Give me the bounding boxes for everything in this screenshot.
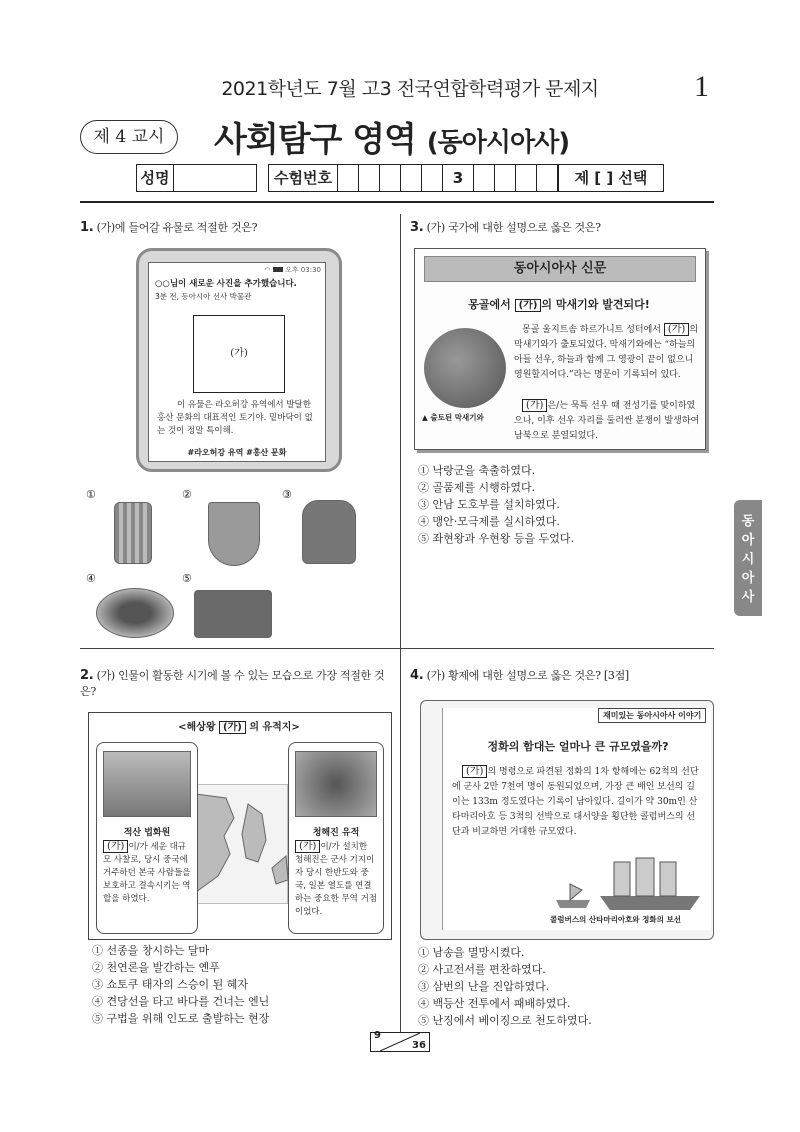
story-body-text: 의 명령으로 파견된 정화의 1차 항해에는 62척의 선단에 군사 2만 7천여 명이 동원되었으며, 가장 큰 배인 보선의 길이는 133m 정도였다는 기록이 남아있다. 길이가 약 30m인 산타마리아호 등 3척의 선박으로 대서양을 횡단한 콜럼버스의 선단과 비교하면 거대한 규모였다.	[452, 767, 699, 837]
story-title: 정화의 함대는 얼마나 큰 규모였을까?	[487, 740, 669, 753]
exam-number-field	[268, 164, 558, 192]
body-1-pre: 몽골 울지트솜 하르가니트 성터에서	[522, 325, 661, 335]
selection-label: 제 [ ] 선택	[574, 169, 648, 187]
q2-choice-1[interactable]: ① 선종을 창시하는 달마	[92, 944, 210, 957]
temple-photo	[103, 751, 191, 817]
q1-stem	[80, 220, 390, 236]
korea-china-map	[196, 784, 288, 904]
choice-1-marker[interactable]: ①	[86, 488, 96, 501]
left-site-text: 이/가 세운 대규모 사찰로, 당시 중국에 거주하던 본국 사람들을 보호하고 결속시키는 역할을 하였다.	[103, 842, 191, 904]
row-divider	[80, 648, 714, 649]
treasure-ship-hull	[600, 896, 700, 910]
story-body	[452, 764, 700, 840]
q4-choice-1[interactable]: ① 남송을 멸망시켰다.	[418, 946, 525, 959]
pottery-cylinder-image	[114, 502, 152, 564]
right-site-box: (가)	[295, 840, 320, 853]
body-2-box: (가)	[522, 399, 547, 412]
right-site-desc	[295, 840, 377, 919]
digit-box	[537, 165, 557, 191]
footer-page: 9	[374, 1030, 381, 1041]
story-body-box: (가)	[462, 765, 487, 778]
news-body-1	[514, 322, 700, 383]
bronze-vessel-image	[194, 590, 272, 638]
photo-caption: ▲ 출토된 막새기와	[422, 413, 484, 422]
digit-box	[422, 165, 443, 191]
digit-box-fixed: 3	[443, 165, 474, 191]
choice-4-marker[interactable]: ④	[86, 572, 96, 585]
ship-caption: 콜럼버스의 산타마리아호와 정화의 보선	[550, 915, 681, 924]
footer-total: 36	[412, 1040, 426, 1051]
status-time: 오후 03:30	[285, 266, 321, 274]
digit-box	[495, 165, 516, 191]
q3-choice-5[interactable]: ⑤ 좌현왕과 우현왕 등을 두었다.	[418, 532, 574, 545]
battery-icon	[273, 267, 283, 272]
right-site-card	[288, 742, 384, 934]
digit-box	[338, 165, 359, 191]
q3-stem	[410, 220, 710, 236]
status-bar	[264, 265, 321, 275]
choice-2-marker[interactable]: ②	[182, 488, 192, 501]
treasure-ship-sail	[614, 862, 630, 896]
side-tab-label: 동아시아사	[741, 514, 755, 605]
exam-number-label: 수험번호	[269, 165, 338, 191]
left-site-card	[96, 742, 198, 934]
selection-field	[558, 164, 664, 192]
q2-choice-2[interactable]: ② 천연론을 발간하는 옌푸	[92, 961, 220, 974]
q3-number: 3.	[410, 220, 424, 235]
post-caption: 이 유물은 라오허강 유역에서 발달한 홍산 문화의 대표적인 토기야. 밑바닥이 없는 것이 정말 특이해.	[157, 400, 313, 436]
photo-label: (가)	[230, 348, 248, 359]
left-site-desc	[103, 840, 191, 906]
q4-number: 4.	[410, 668, 424, 683]
q4-choice-3[interactable]: ③ 삼번의 난을 진압하였다.	[418, 980, 550, 993]
santa-maria-hull	[556, 900, 590, 908]
q2-stem	[80, 668, 394, 700]
artifact-photo-slot	[193, 315, 285, 393]
q4-choice-4[interactable]: ④ 백등산 전투에서 패배하였다.	[418, 997, 571, 1010]
wifi-icon: ◠	[264, 266, 271, 274]
q4-choice-2[interactable]: ② 사고전서를 편찬하였다.	[418, 963, 546, 976]
digit-box	[401, 165, 422, 191]
newspaper-title: 동아시아사 신문	[424, 256, 696, 282]
q4-choice-5[interactable]: ⑤ 난징에서 베이징으로 천도하였다.	[418, 1014, 592, 1027]
left-site-name: 적산 법화원	[123, 828, 171, 838]
headline-pre: 몽골에서	[468, 298, 511, 311]
choice-3-marker[interactable]: ③	[282, 488, 292, 501]
q1-number: 1.	[80, 220, 94, 235]
q2-number: 2.	[80, 668, 94, 683]
headline-box: (가)	[515, 299, 542, 312]
digit-box	[380, 165, 401, 191]
name-field	[136, 164, 257, 192]
map-title-post: 의 유적지>	[249, 722, 300, 733]
q3-choice-3[interactable]: ③ 안남 도호부를 설치하였다.	[418, 498, 560, 511]
body-2-post: 은/는 묵특 선우 때 전성기를 맞이하였으나, 이후 선우 자리를 둘러싼 분쟁이 발생하여 남북으로 분열되었다.	[514, 401, 700, 441]
post-tags: #라오허강 유역 #홍산 문화	[187, 448, 287, 457]
period-badge: 제 4 교시	[80, 120, 178, 154]
choice-5-marker[interactable]: ⑤	[182, 572, 192, 585]
treasure-ship-sail	[636, 858, 654, 896]
body-1-post: 의 막새기와가 출토되었다. 막새기와에는 “하늘의 아들 선우, 하늘과 함께 그 영광이 끝이 없으니 영원할지어다.”라는 명문이 기록되어 있다.	[514, 325, 699, 380]
story-tag: 재미있는 동아시아사 이야기	[598, 708, 706, 723]
subject-side-tab	[734, 500, 762, 616]
q4-stem-text: (가) 황제에 대한 설명으로 옳은 것은? [3점]	[426, 669, 629, 682]
q2-choice-4[interactable]: ④ 견당선을 타고 바다를 건너는 엔닌	[92, 995, 270, 1008]
map-title-pre: <해상왕	[178, 722, 216, 733]
map-title-box: (가)	[219, 721, 246, 734]
q3-choice-1[interactable]: ① 낙랑군을 축출하였다.	[418, 464, 536, 477]
right-site-text: 이/가 설치한 청해진은 군사 기지이자 당시 한반도와 중국, 일본 열도를 연결하는 중요한 무역 거점이었다.	[295, 842, 378, 917]
q1-stem-text: (가)에 들어갈 유물로 적절한 것은?	[96, 221, 258, 234]
headline-post: 의 막새기와 발견되다!	[541, 298, 650, 311]
news-headline	[424, 296, 694, 312]
news-body-2	[514, 398, 700, 444]
map-title	[88, 718, 390, 733]
q2-stem-text: (가) 인물이 활동한 시기에 볼 수 있는 모습으로 가장 적절한 것은?	[80, 669, 385, 698]
right-site-name: 청해진 유적	[312, 828, 360, 838]
name-label: 성명	[137, 165, 174, 191]
q2-choice-5[interactable]: ⑤ 구법을 위해 인도로 출발하는 현장	[92, 1012, 270, 1025]
subject-main: 사회탐구 영역	[214, 120, 416, 160]
island-photo	[295, 751, 377, 817]
q4-stem	[410, 668, 710, 684]
notification-text: ○○님이 새로운 사진을 추가했습니다.	[155, 279, 297, 289]
q2-choices	[92, 942, 392, 1027]
q2-choice-3[interactable]: ③ 쇼토쿠 태자의 스승이 된 혜자	[92, 978, 248, 991]
comb-pattern-pottery-image	[208, 502, 260, 566]
treasure-ship-sail	[660, 862, 676, 896]
q3-choice-4[interactable]: ④ 맹안·모극제를 실시하였다.	[418, 515, 560, 528]
name-input-box	[174, 165, 256, 191]
subject-title	[214, 112, 569, 161]
post-meta: 3분 전, 동아시아 선사 박물관	[155, 292, 252, 301]
body-1-box: (가)	[664, 323, 689, 336]
painted-bowl-image	[96, 588, 174, 638]
digit-box	[474, 165, 495, 191]
exam-title: 2021학년도 7월 고3 전국연합학력평가 문제지	[221, 78, 599, 100]
ships-illustration	[552, 856, 702, 912]
digit-box	[516, 165, 537, 191]
flame-pottery-image	[302, 500, 356, 564]
header-rule	[80, 201, 714, 203]
q3-stem-text: (가) 국가에 대한 설명으로 옳은 것은?	[426, 221, 601, 234]
subject-sub: (동아시아사)	[426, 128, 570, 158]
q4-choices	[418, 944, 708, 1029]
q3-choices	[418, 462, 708, 547]
page-number: 1	[694, 70, 709, 103]
left-site-box: (가)	[103, 840, 128, 853]
roof-tile-photo	[424, 328, 506, 408]
santa-maria-sail	[570, 884, 582, 900]
column-divider	[400, 214, 401, 1034]
digit-box	[359, 165, 380, 191]
q3-choice-2[interactable]: ② 골품제를 시행하였다.	[418, 481, 536, 494]
phone-screen	[148, 262, 326, 462]
